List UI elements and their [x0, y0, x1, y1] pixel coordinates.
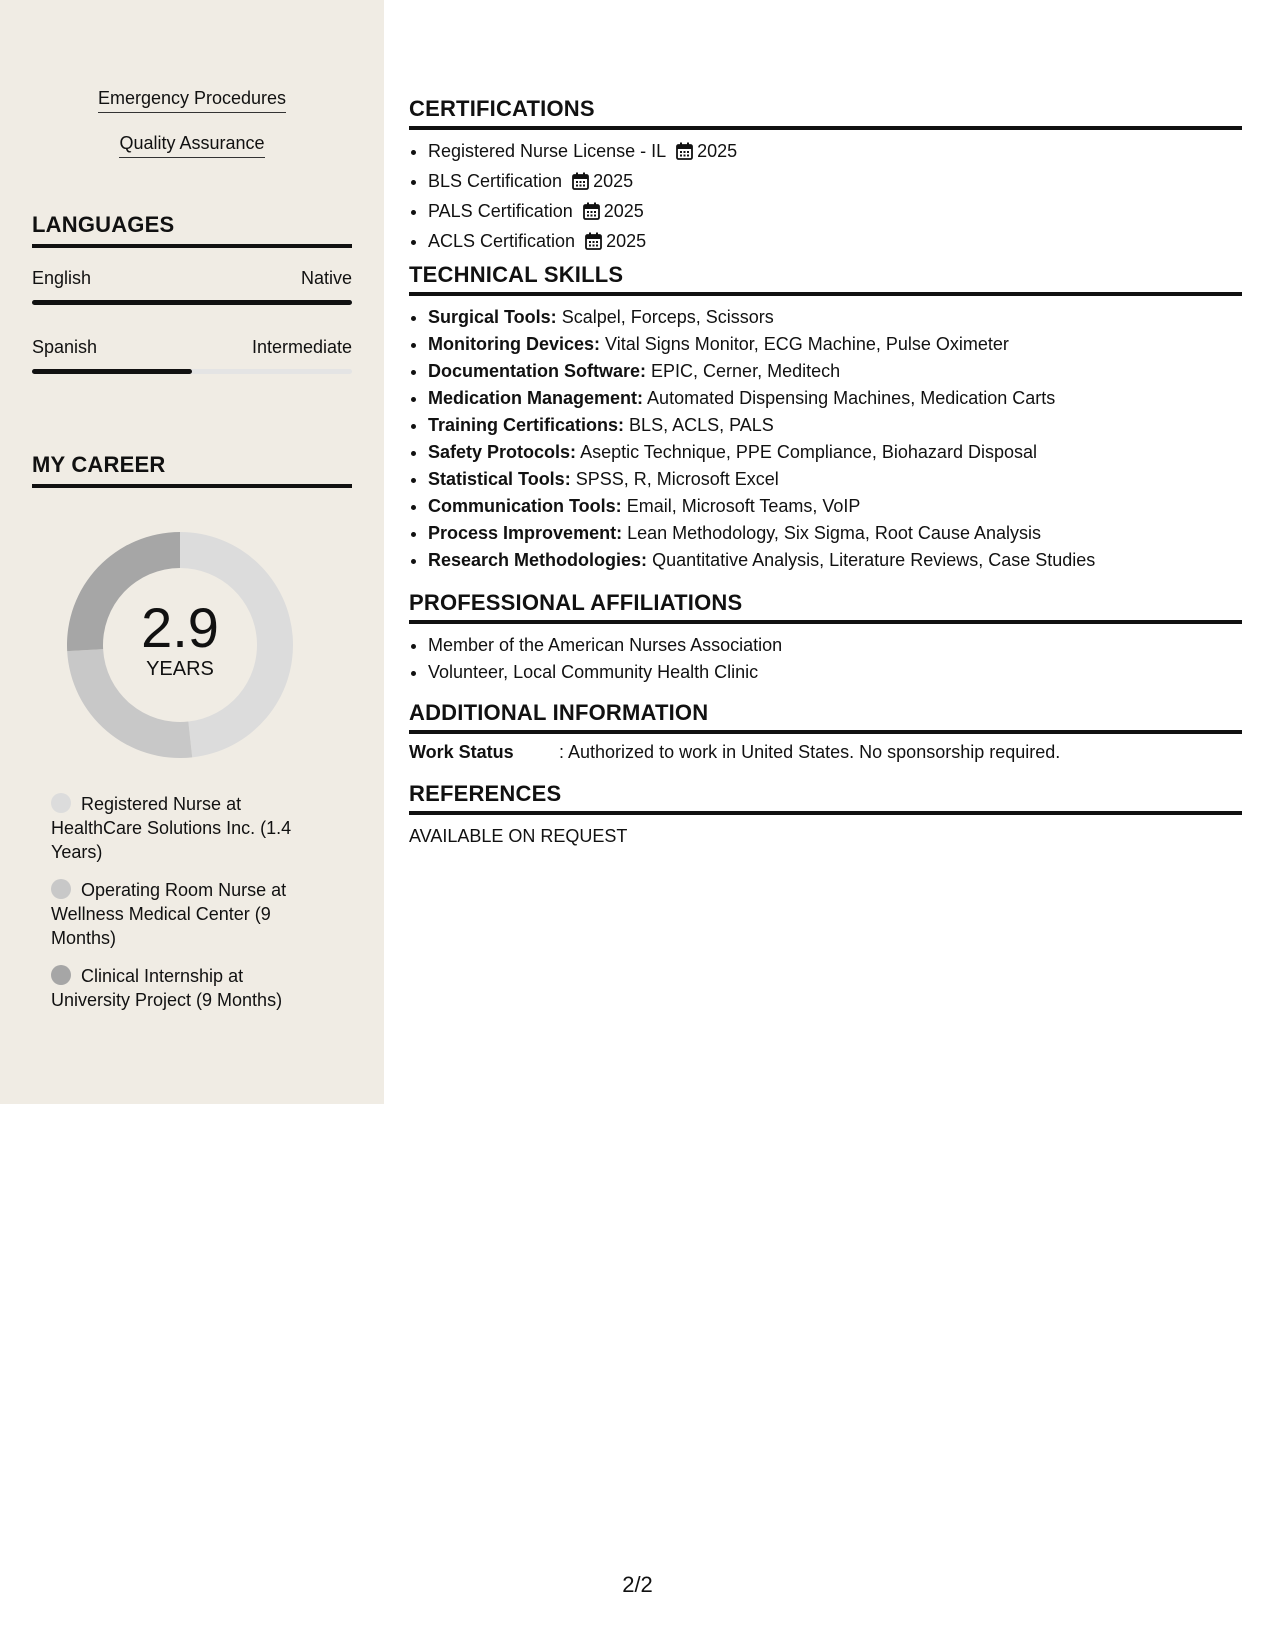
- skill-item: [428, 466, 1242, 493]
- skill-values: Email, Microsoft Teams, VoIP: [626, 496, 861, 516]
- skill-category: Documentation Software:: [428, 361, 647, 381]
- skill-values: BLS, ACLS, PALS: [629, 415, 774, 435]
- languages-heading: LANGUAGES: [32, 212, 352, 248]
- references-section: [409, 781, 1242, 847]
- skill-category: Communication Tools:: [428, 496, 622, 516]
- skill-values: Quantitative Analysis, Literature Reviews, Case Studies: [652, 550, 1096, 570]
- skill-category: Safety Protocols:: [428, 442, 577, 462]
- certification-name: BLS Certification: [428, 171, 563, 191]
- certification-item: [428, 138, 1242, 168]
- skill-item: [428, 412, 1242, 439]
- career-legend-item: [51, 878, 321, 950]
- language-level: Intermediate: [251, 337, 352, 357]
- language-row: [32, 268, 352, 289]
- additional-info-heading: ADDITIONAL INFORMATION: [409, 700, 1242, 734]
- technical-skills-heading: TECHNICAL SKILLS: [409, 262, 1242, 296]
- career-total-unit: YEARS: [146, 657, 214, 680]
- career-legend-label: Operating Room Nurse at Wellness Medical Center (9 Months): [51, 880, 287, 948]
- career-legend: [51, 792, 321, 1026]
- calendar-icon: [585, 231, 602, 258]
- affiliations-heading: PROFESSIONAL AFFILIATIONS: [409, 590, 1242, 624]
- page-number: 2/2: [622, 1572, 653, 1597]
- career-total-years: 2.9: [141, 595, 219, 659]
- references-text: AVAILABLE ON REQUEST: [409, 826, 628, 846]
- skill-values: Automated Dispensing Machines, Medication Carts: [647, 388, 1056, 408]
- skill-values: SPSS, R, Microsoft Excel: [575, 469, 779, 489]
- skill-link-quality-assurance[interactable]: Quality Assurance: [0, 133, 384, 158]
- skill-values: Aseptic Technique, PPE Compliance, Biohazard Disposal: [580, 442, 1037, 462]
- skill-category: Training Certifications:: [428, 415, 625, 435]
- calendar-icon: [676, 141, 693, 168]
- skill-item: [428, 439, 1242, 466]
- skill-item: [428, 520, 1242, 547]
- calendar-icon: [583, 201, 600, 228]
- legend-dot-icon: [51, 879, 71, 899]
- skill-values: Scalpel, Forceps, Scissors: [561, 307, 774, 327]
- language-row: [32, 337, 352, 358]
- legend-dot-icon: [51, 965, 71, 985]
- language-name: English: [32, 268, 92, 288]
- skill-category: Medication Management:: [428, 388, 644, 408]
- skill-category: Process Improvement:: [428, 523, 623, 543]
- certification-item: [428, 198, 1242, 228]
- technical-skills-list: [409, 304, 1242, 574]
- certification-year: 2025: [593, 171, 634, 191]
- skill-category: Research Methodologies:: [428, 550, 648, 570]
- skill-values: EPIC, Cerner, Meditech: [651, 361, 841, 381]
- affiliations-section: [409, 590, 1242, 686]
- skill-item: [428, 493, 1242, 520]
- certification-year: 2025: [697, 141, 738, 161]
- career-legend-item: [51, 792, 321, 864]
- skill-item: [428, 358, 1242, 385]
- language-level: Native: [300, 268, 352, 288]
- language-proficiency-fill: [32, 369, 192, 374]
- affiliations-list: [409, 632, 1242, 686]
- certification-name: PALS Certification: [428, 201, 573, 221]
- career-legend-item: [51, 964, 321, 1012]
- language-proficiency-fill: [32, 300, 352, 305]
- work-status-row: [409, 742, 1242, 763]
- career-legend-label: Registered Nurse at HealthCare Solutions Inc. (1.4 Years): [51, 794, 292, 862]
- skill-link-emergency-procedures[interactable]: Emergency Procedures: [0, 88, 384, 113]
- skill-values: Vital Signs Monitor, ECG Machine, Pulse Oximeter: [605, 334, 1009, 354]
- certification-name: ACLS Certification: [428, 231, 576, 251]
- certifications-list: [409, 138, 1242, 258]
- skill-item: [428, 331, 1242, 358]
- certification-name: Registered Nurse License - IL: [428, 141, 667, 161]
- career-donut-chart: [66, 531, 294, 759]
- certification-year: 2025: [606, 231, 647, 251]
- certification-item: [428, 228, 1242, 258]
- skill-category: Statistical Tools:: [428, 469, 571, 489]
- language-proficiency-bar: [32, 369, 352, 374]
- skill-category: Monitoring Devices:: [428, 334, 601, 354]
- calendar-icon: [572, 171, 589, 198]
- skill-item: [428, 547, 1242, 574]
- language-proficiency-bar: [32, 300, 352, 305]
- work-status-label: Work Status: [409, 742, 514, 762]
- skill-item: [428, 304, 1242, 331]
- certifications-section: [409, 96, 1242, 258]
- career-donut-center: [66, 531, 294, 759]
- certification-year: 2025: [603, 201, 644, 221]
- skill-category: Surgical Tools:: [428, 307, 557, 327]
- affiliation-item: • Member of the American Nurses Association: [428, 632, 1242, 659]
- work-status-value: : Authorized to work in United States. No sponsorship required.: [559, 742, 1061, 762]
- sidebar: [0, 0, 384, 1104]
- skill-item: [428, 385, 1242, 412]
- career-legend-label: Clinical Internship at University Project (9 Months): [51, 966, 283, 1010]
- legend-dot-icon: [51, 793, 71, 813]
- language-name: Spanish: [32, 337, 98, 357]
- additional-info-section: [409, 700, 1242, 763]
- certification-item: [428, 168, 1242, 198]
- skill-values: Lean Methodology, Six Sigma, Root Cause Analysis: [627, 523, 1041, 543]
- references-heading: REFERENCES: [409, 781, 1242, 815]
- certifications-heading: CERTIFICATIONS: [409, 96, 1242, 130]
- affiliation-item: • Volunteer, Local Community Health Clinic: [428, 659, 1242, 686]
- technical-skills-section: [409, 262, 1242, 574]
- career-heading: MY CAREER: [32, 452, 352, 488]
